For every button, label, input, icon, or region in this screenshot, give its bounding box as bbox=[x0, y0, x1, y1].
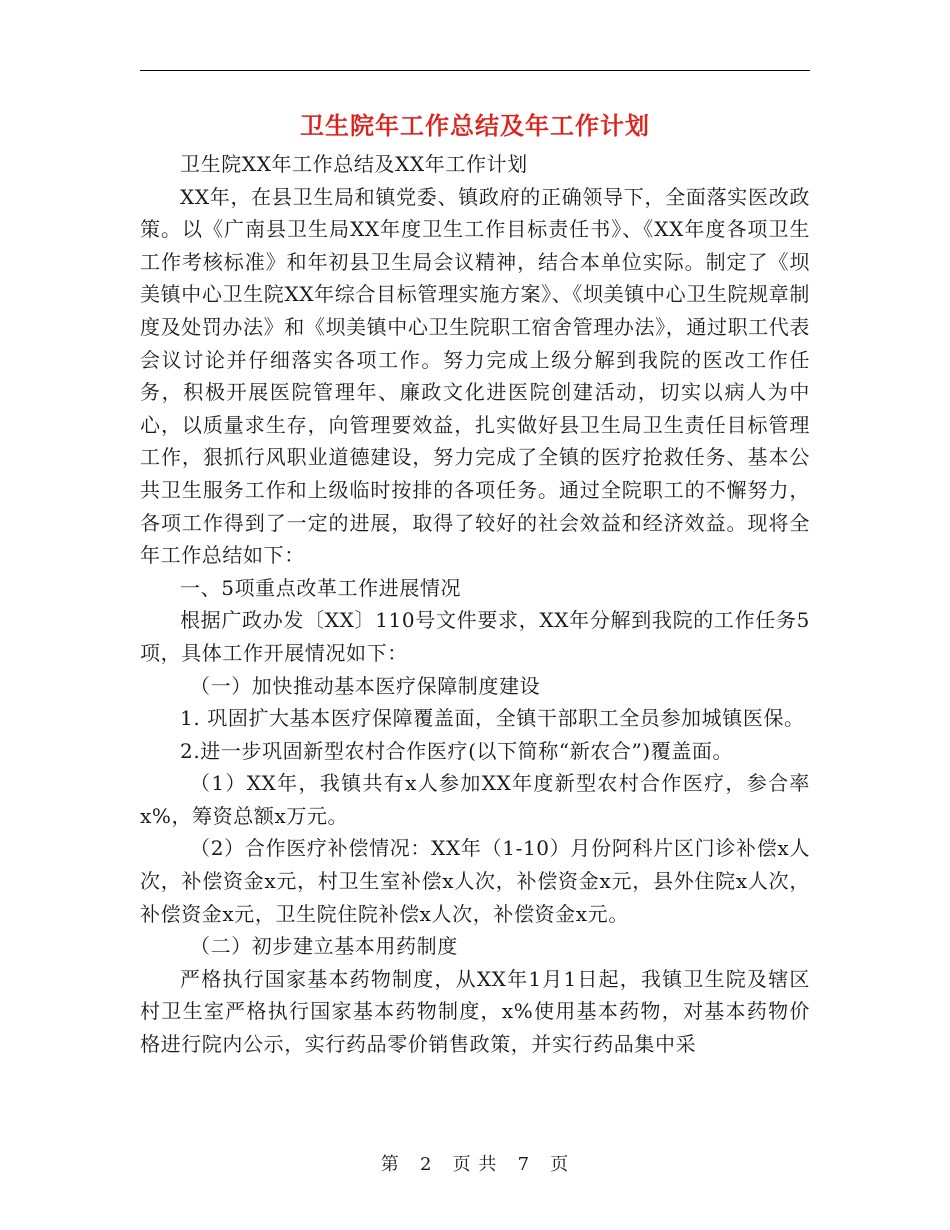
footer-suffix: 页 bbox=[550, 1154, 570, 1175]
list-item: （2）合作医疗补偿情况：XX年（1-10）月份阿科片区门诊补偿x人次，补偿资金x元，村卫生室补偿x人次，补偿资金x元，县外住院x人次，补偿资金x元，卫生院住院补偿x人次，补偿资金x元。 bbox=[140, 836, 810, 926]
document-title: 卫生院年工作总结及年工作计划 bbox=[300, 112, 650, 140]
section-heading: 一、5项重点改革工作进展情况 bbox=[180, 575, 462, 600]
list-item: 2.进一步巩固新型农村合作医疗(以下简称“新农合”)覆盖面。 bbox=[180, 738, 734, 763]
intro-paragraph: XX年，在县卫生局和镇党委、镇政府的正确领导下，全面落实医改政策。以《广南县卫生局XX年度卫生工作目标责任书》、《XX年度各项卫生工作考核标准》和年初县卫生局会议精神，结合本单位实际。制定了《坝美镇中心卫生院XX年综合目标管理实施方案》、《坝美镇中心卫生院规章制度及处罚办法》和《坝美镇中心卫生院职工宿舍管理办法》，通过职工代表会议讨论并仔细落实各项工作。努力完成上级分解到我院的医改工作任务，积极开展医院管理年、廉政文化进医院创建活动，切实以病人为中心，以质量求生存，向管理要效益，扎实做好县卫生局卫生责任目标管理工作，狠抓行风职业道德建设，努力完成了全镇的医疗抢救任务、基本公共卫生服务工作和上级临时按排的各项任务。通过全院职工的不懈努力，各项工作得到了一定的进展，取得了较好的社会效益和经济效益。现将全年工作总结如下： bbox=[140, 184, 810, 568]
current-page-number: 2 bbox=[419, 1154, 433, 1175]
subtitle-paragraph: 卫生院XX年工作总结及XX年工作计划 bbox=[180, 152, 528, 176]
footer-middle: 页 共 bbox=[452, 1154, 498, 1175]
total-pages-number: 7 bbox=[517, 1154, 531, 1175]
list-item: （1）XX年，我镇共有x人参加XX年度新型农村合作医疗，参合率x%，筹资总额x万元。 bbox=[140, 771, 810, 828]
body-paragraph: 根据广政办发〔XX〕110号文件要求，XX年分解到我院的工作任务5项，具体工作开展情况如下： bbox=[140, 608, 810, 665]
page-footer bbox=[0, 1150, 950, 1176]
document-body bbox=[140, 148, 810, 1061]
body-paragraph: 严格执行国家基本药物制度，从XX年1月1日起，我镇卫生院及辖区村卫生室严格执行国家基本药物制度，x%使用基本药物，对基本药物价格进行院内公示，实行药品零价销售政策，并实行药品集中采 bbox=[140, 966, 810, 1057]
list-item: 1. 巩固扩大基本医疗保障覆盖面，全镇干部职工全员参加城镇医保。 bbox=[180, 706, 805, 731]
subsection-heading: （一）加快推动基本医疗保障制度建设 bbox=[190, 673, 541, 698]
footer-prefix: 第 bbox=[380, 1154, 400, 1175]
subsection-heading: （二）初步建立基本用药制度 bbox=[190, 934, 458, 959]
header-rule bbox=[140, 70, 810, 71]
